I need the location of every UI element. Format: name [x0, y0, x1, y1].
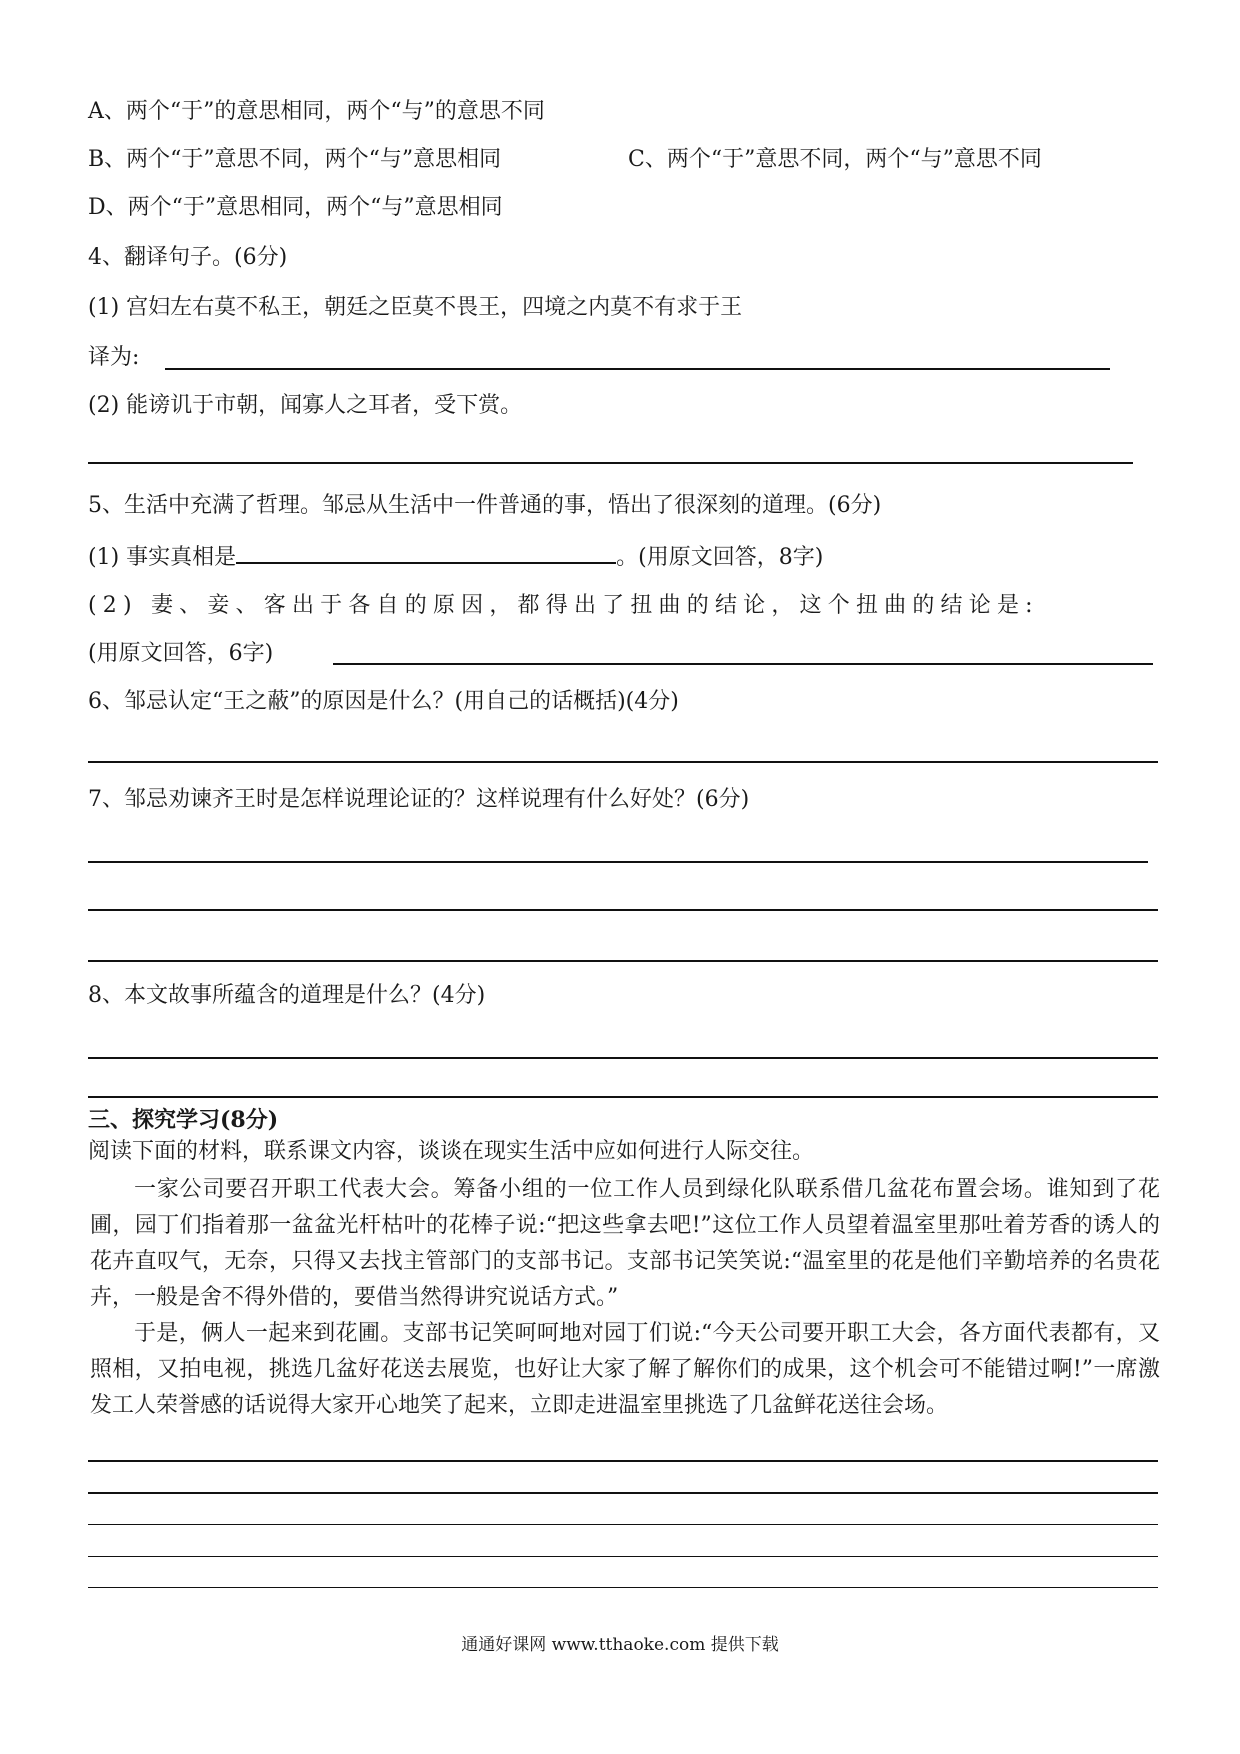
translation-label: 译为: [88, 345, 140, 370]
section-divider-line [88, 1096, 1158, 1098]
question-5-part-2-note: (用原文回答，6字) [88, 641, 274, 666]
question-5-part-1 [88, 542, 823, 572]
question-7-title: 7、邹忌劝谏齐王时是怎样说理论证的？这样说理有什么好处？(6分) [88, 787, 750, 812]
option-d: D、两个“于”意思相同，两个“与”意思相同 [88, 195, 503, 220]
question-4-title: 4、翻译句子。(6分) [88, 245, 288, 270]
answer-line [88, 1556, 1158, 1557]
answer-line [88, 1057, 1158, 1059]
part-1-suffix: 。(用原文回答，8字) [616, 545, 824, 570]
answer-line [88, 462, 1133, 464]
question-4-sentence-1: (1) 宫妇左右莫不私王，朝廷之臣莫不畏王，四境之内莫不有求于王 [88, 295, 743, 320]
question-5-title: 5、生活中充满了哲理。邹忌从生活中一件普通的事，悟出了很深刻的道理。(6分) [88, 493, 882, 518]
reading-paragraph-1: 一家公司要召开职工代表大会。筹备小组的一位工作人员到绿化队联系借几盆花布置会场。谁知到了花圃，园丁们指着那一盆盆光杆枯叶的花棒子说:“把这些拿去吧!”这位工作人员望着温室里那吐着芳香的诱人的花卉直叹气，无奈，只得又去找主管部门的支部书记。支部书记笑笑说:“温室里的花是他们辛勤培养的名贵花卉，一般是舍不得外借的，要借当然得讲究说话方式。” [90, 1177, 1160, 1310]
reading-paragraph-2: 于是，俩人一起来到花圃。支部书记笑呵呵地对园丁们说:“今天公司要开职工大会，各方面代表都有，又照相，又拍电视，挑选几盆好花送去展览，也好让大家了解了解你们的成果，这个机会可不能错过啊!”一席激发工人荣誉感的话说得大家开心地笑了起来，立即走进温室里挑选了几盆鲜花送往会场。 [90, 1321, 1160, 1418]
question-6-title: 6、邹忌认定“王之蔽”的原因是什么？(用自己的话概括)(4分) [88, 689, 679, 714]
answer-line [88, 861, 1148, 863]
answer-line [88, 1460, 1158, 1462]
answer-line [165, 368, 1110, 370]
section-3-instruction: 阅读下面的材料，联系课文内容，谈谈在现实生活中应如何进行人际交往。 [88, 1139, 815, 1164]
answer-line [88, 1524, 1158, 1525]
question-8-title: 8、本文故事所蕴含的道理是什么？(4分) [88, 983, 486, 1008]
option-a: A、两个“于”的意思相同，两个“与”的意思不同 [88, 99, 545, 124]
answer-line [333, 663, 1153, 665]
question-4-sentence-2: (2) 能谤讥于市朝，闻寡人之耳者，受下赏。 [88, 393, 523, 418]
answer-line [88, 1587, 1158, 1588]
fill-blank-line [236, 542, 616, 564]
answer-line [88, 909, 1158, 911]
answer-line [88, 761, 1158, 763]
option-c: C、两个“于”意思不同，两个“与”意思不同 [628, 147, 1042, 172]
answer-line [88, 1492, 1158, 1494]
answer-line [88, 960, 1158, 962]
question-5-part-2: (2) 妻、妾、客出于各自的原因，都得出了扭曲的结论，这个扭曲的结论是: [88, 593, 1039, 618]
page-footer: 通通好课网 www.tthaoke.com 提供下载 [461, 1635, 779, 1655]
part-1-prefix: (1) 事实真相是 [88, 545, 237, 570]
option-b: B、两个“于”意思不同，两个“与”意思相同 [88, 147, 502, 172]
section-3-title: 三、探究学习(8分) [88, 1107, 279, 1133]
